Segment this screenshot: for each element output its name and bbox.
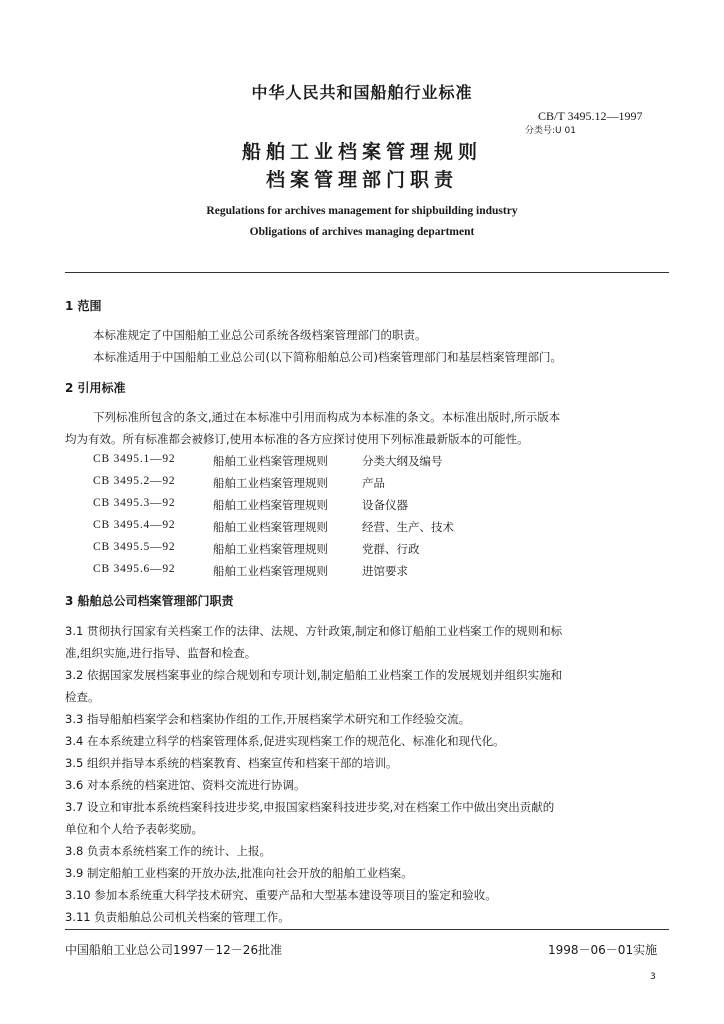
reference-subtitle: 党群、行政 [362, 542, 420, 556]
reference-row [0, 519, 724, 537]
reference-code: CB 3495.4—92 [93, 519, 176, 531]
reference-subtitle: 进馆要求 [362, 564, 408, 578]
clause-3-6: 3.6 对本系统的档案进馆、资料交流进行协调。 [65, 778, 306, 792]
document-title-en-line2: Obligations of archives managing department [249, 226, 475, 238]
reference-title: 船舶工业档案管理规则 [213, 542, 328, 556]
reference-code: CB 3495.2—92 [93, 475, 176, 487]
document-title-cn-line2: 档案管理部门职责 [265, 169, 458, 191]
reference-code: CB 3495.3—92 [93, 497, 176, 509]
bottom-divider [65, 929, 669, 930]
clause-3-11: 3.11 负责船舶总公司机关档案的管理工作。 [65, 910, 290, 924]
page-number: 3 [650, 972, 656, 982]
reference-title: 船舶工业档案管理规则 [213, 476, 328, 490]
clause-3-1-line-1: 3.1 贯彻执行国家有关档案工作的法律、法规、方针政策,制定和修订船舶工业档案工作的规则和标 [65, 624, 563, 638]
clause-3-3: 3.3 指导船舶档案学会和档案协作组的工作,开展档案学术研究和工作经验交流。 [65, 712, 471, 726]
reference-title: 船舶工业档案管理规则 [213, 498, 328, 512]
reference-title: 船舶工业档案管理规则 [213, 454, 328, 468]
reference-code: CB 3495.6—92 [93, 563, 176, 575]
reference-subtitle: 产品 [362, 476, 385, 490]
reference-row [0, 475, 724, 493]
reference-row [0, 563, 724, 581]
reference-row [0, 453, 724, 471]
reference-code: CB 3495.1—92 [93, 453, 176, 465]
reference-row [0, 497, 724, 515]
clause-3-7-line-1: 3.7 设立和审批本系统档案科技进步奖,申报国家档案科技进步奖,对在档案工作中做出突出贡献的 [65, 800, 555, 814]
reference-subtitle: 分类大纲及编号 [362, 454, 443, 468]
section-1-paragraph-2: 本标准适用于中国船舶工业总公司(以下简称船舶总公司)档案管理部门和基层档案管理部门。 [93, 350, 562, 364]
classification-number: 分类号:U 01 [525, 126, 576, 136]
clause-3-1-line-2: 准,组织实施,进行指导、监督和检查。 [65, 646, 257, 660]
section-1-heading: 1 范围 [65, 299, 102, 313]
document-title-en-line1: Regulations for archives management for shipbuilding industry [206, 205, 518, 217]
clause-3-2-line-2: 检查。 [65, 690, 100, 704]
reference-title: 船舶工业档案管理规则 [213, 564, 328, 578]
document-title-cn-line1: 船舶工业档案管理规则 [241, 141, 482, 163]
reference-subtitle: 经营、生产、技术 [362, 520, 454, 534]
top-divider [65, 272, 669, 273]
reference-title: 船舶工业档案管理规则 [213, 520, 328, 534]
clause-3-10: 3.10 参加本系统重大科学技术研究、重要产品和大型基本建设等项目的鉴定和验收。 [65, 888, 497, 902]
clause-3-9: 3.9 制定船舶工业档案的开放办法,批准向社会开放的船舶工业档案。 [65, 866, 413, 880]
section-3-heading: 3 船舶总公司档案管理部门职责 [65, 594, 234, 608]
section-1-paragraph-1: 本标准规定了中国船舶工业总公司系统各级档案管理部门的职责。 [93, 328, 427, 342]
clause-3-7-line-2: 单位和个人给予表彰奖励。 [65, 822, 203, 836]
approval-date: 中国船舶工业总公司1997－12－26批准 [65, 943, 283, 957]
standard-code: CB/T 3495.12—1997 [538, 109, 643, 123]
reference-row [0, 541, 724, 559]
clause-3-2-line-1: 3.2 依据国家发展档案事业的综合规划和专项计划,制定船舶工业档案工作的发展规划并组织实施和 [65, 668, 563, 682]
clause-3-8: 3.8 负责本系统档案工作的统计、上报。 [65, 844, 271, 858]
section-2-heading: 2 引用标准 [65, 381, 126, 395]
clause-3-4: 3.4 在本系统建立科学的档案管理体系,促进实现档案工作的规范化、标准化和现代化。 [65, 734, 505, 748]
standard-header: 中华人民共和国船舶行业标准 [251, 83, 473, 102]
section-2-intro-line-2: 均为有效。所有标准都会被修订,使用本标准的各方应探讨使用下列标准最新版本的可能性。 [65, 432, 529, 446]
section-2-intro-line-1: 下列标准所包含的条文,通过在本标准中引用而构成为本标准的条文。本标准出版时,所示版本 [93, 410, 561, 424]
effective-date: 1998－06－01实施 [548, 943, 658, 957]
reference-subtitle: 设备仪器 [362, 498, 408, 512]
clause-3-5: 3.5 组织并指导本系统的档案教育、档案宣传和档案干部的培训。 [65, 756, 398, 770]
reference-code: CB 3495.5—92 [93, 541, 176, 553]
